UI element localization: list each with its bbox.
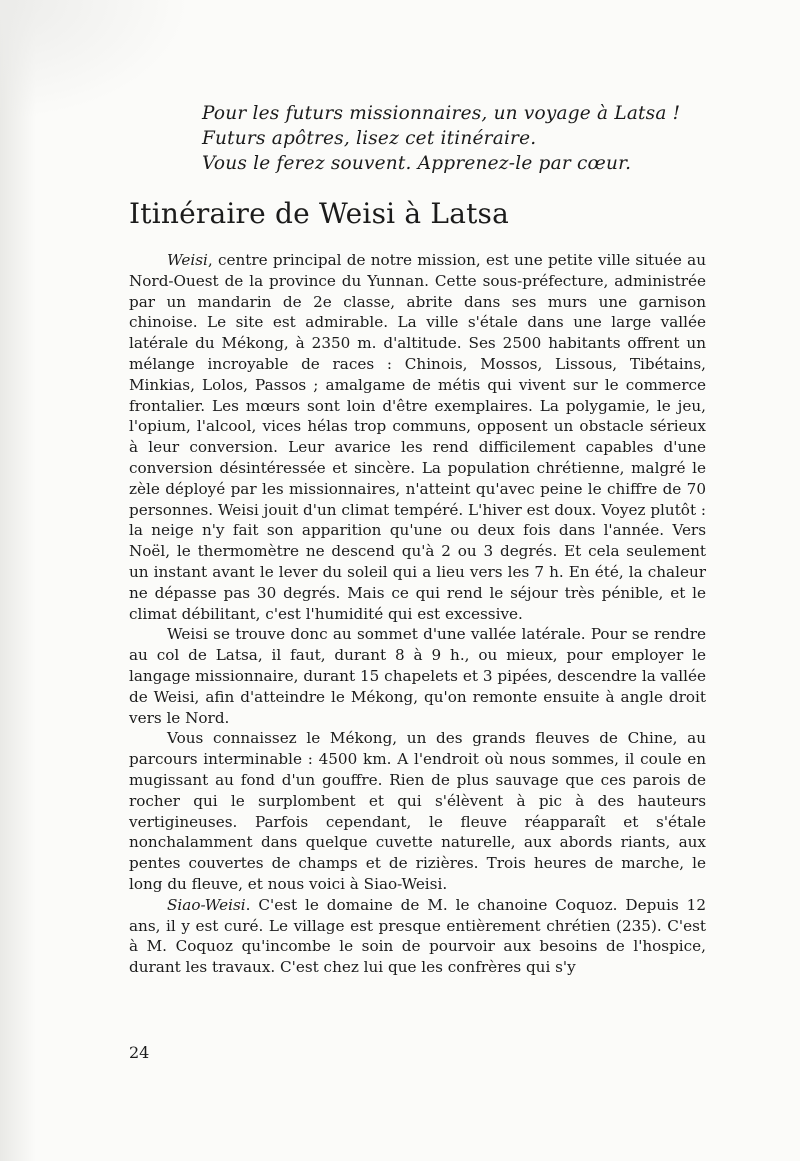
- epigraph-line-1: Pour les futurs missionnaires, un voyage à Latsa !: [202, 103, 681, 124]
- paragraph-1-lead: Weisi: [167, 251, 208, 269]
- paragraph-4: [129, 895, 706, 978]
- page-corner-shade: [0, 0, 190, 120]
- chapter-title: Itinéraire de Weisi à Latsa: [129, 197, 509, 230]
- body-text: [129, 250, 706, 978]
- paragraph-3: Vous connaissez le Mékong, un des grands fleuves de Chine, au parcours interminable : 4500 km. A l'endroit où nous sommes, il coule en mugissant au fond d'un gouffre. Rien de plus sauvage que ces parois de rocher qui le surplombent et qui s'élèvent à pic à des hauteurs vertigineuses. Parfois cependant, le fleuve réapparaît et s'étale nonchalamment dans quelque cuvette naturelle, aux abords riants, aux pentes couvertes de champs et de rizières. Trois heures de marche, le long du fleuve, et nous voici à Siao-Weisi.: [129, 729, 706, 893]
- page-number: 24: [129, 1043, 150, 1062]
- paragraph-4-text: . C'est le domaine de M. le chanoine Coquoz. Depuis 12 ans, il y est curé. Le village est presque entièrement chrétien (235). C'est à M. Coquoz qu'incombe le soin de pourvoir aux besoins de l'hospice, durant les travaux. C'est chez lui que les confrères qui s'y: [129, 895, 706, 977]
- epigraph-line-3: Vous le ferez souvent. Apprenez-le par cœur.: [202, 153, 632, 174]
- paragraph-4-lead: Siao-Weisi: [167, 895, 246, 914]
- paragraph-1: [129, 250, 706, 624]
- epigraph: [202, 101, 722, 176]
- epigraph-line-2: Futurs apôtres, lisez cet itinéraire.: [202, 128, 537, 149]
- page-gutter-shadow: [0, 0, 36, 1161]
- paragraph-1-text: , centre principal de notre mission, est une petite ville située au Nord-Ouest de la province du Yunnan. Cette sous-préfecture, administrée par un mandarin de 2e classe, abrite dans ses murs une garnison chinoise. Le site est admirable. La ville s'étale dans une large vallée latérale du Mékong, à 2350 m. d'altitude. Ses 2500 habitants offrent un mélange incroyable de races : Chinois, Mossos, Lissous, Tibétains, Minkias, Lolos, Passos ; amalgame de métis qui vivent sur le commerce frontalier. Les mœurs sont loin d'être exemplaires. La polygamie, le jeu, l'opium, l'alcool, vices hélas trop communs, opposent un obstacle sérieux à leur conversion. Leur avarice les rend difficilement capables d'une conversion désintéressée et sincère. La population chrétienne, malgré le zèle déployé par les missionnaires, n'atteint qu'avec peine le chiffre de 70 personnes. Weisi jouit d'un climat tempéré. L'hiver est doux. Voyez plutôt : la neige n'y fait son apparition qu'une ou deux fois dans l'année. Vers Noël, le thermomètre ne descend qu'à 2 ou 3 degrés. Et cela seulement un instant avant le lever du soleil qui a lieu vers les 7 h. En été, la chaleur ne dépasse pas 30 degrés. Mais ce qui rend le séjour très pénible, et le climat débilitant, c'est l'humidité qui est excessive.: [129, 251, 706, 623]
- paragraph-2: Weisi se trouve donc au sommet d'une vallée latérale. Pour se rendre au col de Latsa, il faut, durant 8 à 9 h., ou mieux, pour employer le langage missionnaire, durant 15 chapelets et 3 pipées, descendre la vallée de Weisi, afin d'atteindre le Mékong, qu'on remonte ensuite à angle droit vers le Nord.: [129, 625, 706, 727]
